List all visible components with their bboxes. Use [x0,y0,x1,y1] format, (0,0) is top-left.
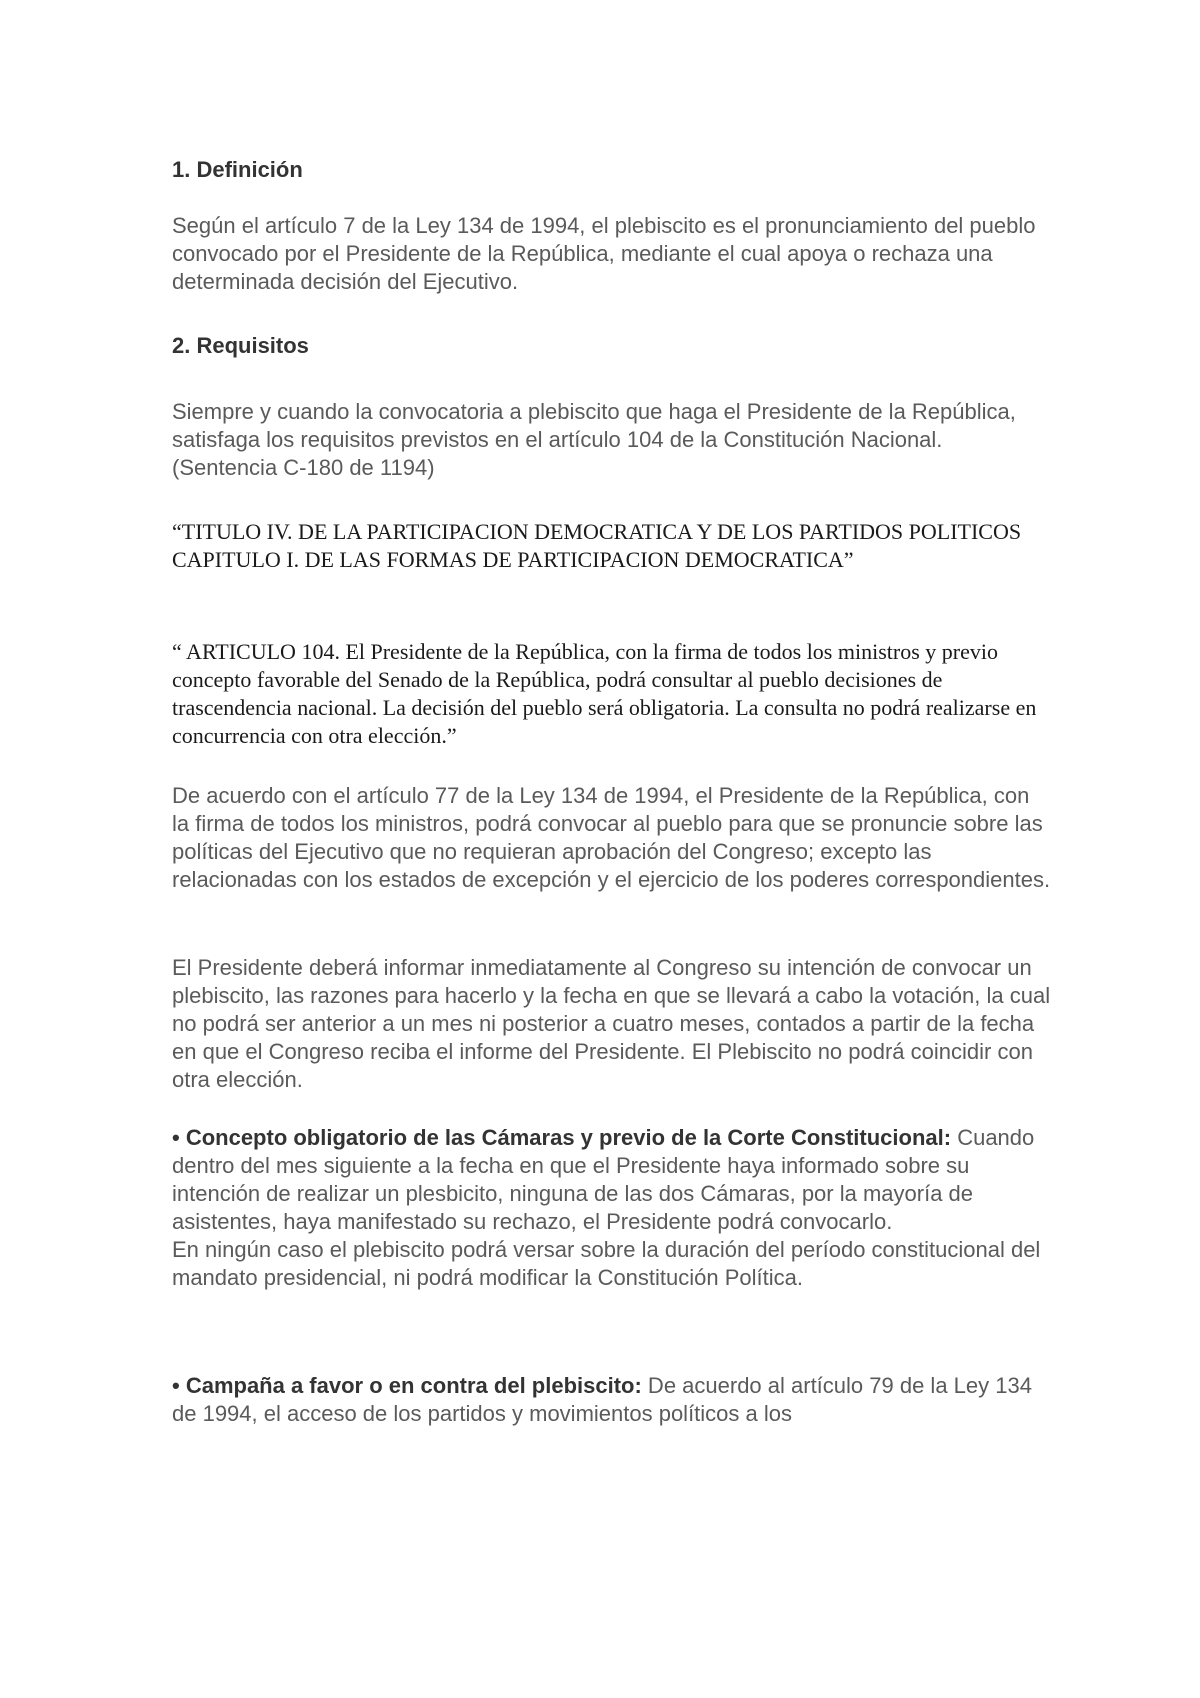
paragraph-informe-congreso: El Presidente deberá informar inmediatamente al Congreso su intención de convocar un plebiscito, las razones para hacerlo y la fecha en que se llevará a cabo la votación, la cual no podrá ser anterior a un mes ni posterior a cuatro meses, contados a partir de la fecha en que el Congreso reciba el informe del Presidente. El Plebiscito no podrá coincidir con otra elección. [172,955,1051,1092]
bullet-lead: • Concepto obligatorio de las Cámaras y previo de la Corte Constitucional: [172,1125,952,1150]
section-heading-definicion: 1. Definición [172,157,303,182]
requisitos-paragraph: Siempre y cuando la convocatoria a plebiscito que haga el Presidente de la República, satisfaga los requisitos previstos en el artículo 104 de la Constitución Nacional. (Sentencia C-180 de 1194) [172,399,1016,480]
quote-articulo-104: “ ARTICULO 104. El Presidente de la República, con la firma de todos los ministros y previo concepto favorable del Senado de la República, podrá consultar al pueblo decisiones de trascendencia nacional. La decisión del pueblo será obligatoria. La consulta no podrá realizarse en concurrencia con otra elección.” [172,639,1037,748]
quote-titulo: “TITULO IV. DE LA PARTICIPACION DEMOCRATICA Y DE LOS PARTIDOS POLITICOS CAPITULO I. DE LAS FORMAS DE PARTICIPACION DEMOCRATICA” [172,519,1022,572]
definicion-paragraph: Según el artículo 7 de la Ley 134 de 1994, el plebiscito es el pronunciamiento del pueblo convocado por el Presidente de la República, mediante el cual apoya o rechaza una determinada decisión del Ejecutivo. [172,213,1036,294]
bullet-concepto-obligatorio [172,1124,1052,1292]
bullet-lead: • Campaña a favor o en contra del plebiscito: [172,1373,642,1398]
bullet-text: De acuerdo al artículo 79 de la Ley 134 de 1994, el acceso de los partidos y movimientos políticos a los [172,1373,1032,1426]
paragraph-articulo-77: De acuerdo con el artículo 77 de la Ley 134 de 1994, el Presidente de la República, con la firma de todos los ministros, podrá convocar al pueblo para que se pronuncie sobre las políticas del Ejecutivo que no requieran aprobación del Congreso; excepto las relacionadas con los estados de excepción y el ejercicio de los poderes correspondientes. [172,783,1051,892]
bullet-continuation: En ningún caso el plebiscito podrá versar sobre la duración del período constitucional del mandato presidencial, ni podrá modificar la Constitución Política. [172,1237,1041,1290]
bullet-campana [172,1372,1052,1428]
section-heading-requisitos: 2. Requisitos [172,333,309,358]
bullet-text: Cuando dentro del mes siguiente a la fecha en que el Presidente haya informado sobre su intención de realizar un plesbicito, ninguna de las dos Cámaras, por la mayoría de asistentes, haya manifestado su rechazo, el Presidente podrá convocarlo. [172,1125,1035,1234]
